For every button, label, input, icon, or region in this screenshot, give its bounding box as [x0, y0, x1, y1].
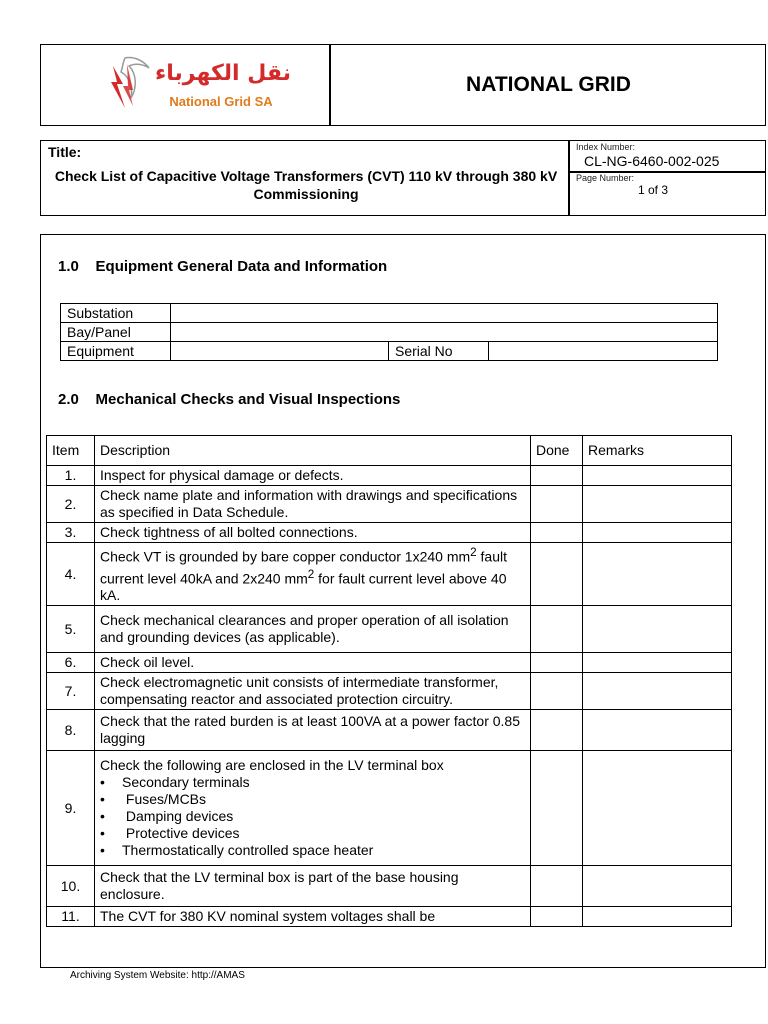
- title-divider: [568, 140, 570, 216]
- section-heading-general-data: 1.0 Equipment General Data and Information: [58, 258, 388, 275]
- bullet-text: Thermostatically controlled space heater: [122, 842, 374, 859]
- done-cell[interactable]: [531, 543, 583, 606]
- col-item-header: Item: [47, 436, 95, 466]
- list-item: [100, 808, 525, 825]
- list-item: [100, 774, 525, 791]
- item-number: 11.: [47, 907, 95, 927]
- done-cell[interactable]: [531, 653, 583, 673]
- bullet-text: Protective devices: [122, 825, 240, 842]
- done-cell[interactable]: [531, 523, 583, 543]
- bullet-text: Secondary terminals: [122, 774, 250, 791]
- done-cell[interactable]: [531, 673, 583, 710]
- desc-part: for fault current level above 40 kA.: [100, 570, 507, 604]
- item-description: Check that the LV terminal box is part of the base housing enclosure.: [95, 866, 531, 907]
- section-heading-mechanical-checks: 2.0 Mechanical Checks and Visual Inspections: [58, 391, 401, 408]
- item-description: [95, 751, 531, 866]
- item-number: 5.: [47, 606, 95, 653]
- document-title: Check List of Capacitive Voltage Transformers (CVT) 110 kV through 380 kV Commissioning: [54, 168, 558, 202]
- item-description: Check tightness of all bolted connections.: [95, 523, 531, 543]
- general-data-table: [60, 303, 718, 361]
- list-item: [100, 825, 525, 842]
- col-description-header: Description: [95, 436, 531, 466]
- table-row: [47, 653, 732, 673]
- item-number: 8.: [47, 710, 95, 751]
- table-row: [47, 710, 732, 751]
- done-cell[interactable]: [531, 751, 583, 866]
- item-number: 2.: [47, 486, 95, 523]
- substation-field[interactable]: [171, 304, 718, 323]
- equipment-label: Equipment: [61, 342, 171, 361]
- item-number: 6.: [47, 653, 95, 673]
- bullet-text: Fuses/MCBs: [122, 791, 207, 808]
- table-row: [47, 466, 732, 486]
- table-row: [47, 751, 732, 866]
- equipment-field[interactable]: [171, 342, 389, 361]
- item-description: Inspect for physical damage or defects.: [95, 466, 531, 486]
- footer-archiving-text: Archiving System Website: http://AMAS: [70, 970, 245, 981]
- logo-mark-icon: [103, 54, 293, 116]
- item-number: 10.: [47, 866, 95, 907]
- col-done-header: Done: [531, 436, 583, 466]
- remarks-cell[interactable]: [583, 466, 732, 486]
- index-number-label: Index Number:: [576, 142, 636, 152]
- remarks-cell[interactable]: [583, 751, 732, 866]
- remarks-cell[interactable]: [583, 673, 732, 710]
- logo-arabic: نقل الكهرباء: [155, 61, 291, 86]
- item-description: [95, 543, 531, 606]
- done-cell[interactable]: [531, 907, 583, 927]
- item-description: Check electromagnetic unit consists of intermediate transformer, compensating reactor and associated protection circuitry.: [95, 673, 531, 710]
- remarks-cell[interactable]: [583, 710, 732, 751]
- serial-no-field[interactable]: [489, 342, 718, 361]
- page-number-value: 1 of 3: [637, 183, 669, 197]
- mechanical-checks-table: [46, 435, 732, 927]
- table-row: [47, 543, 732, 606]
- bullet-list: [100, 774, 525, 859]
- bay-panel-field[interactable]: [171, 323, 718, 342]
- company-title: NATIONAL GRID: [466, 73, 631, 96]
- table-row: [47, 606, 732, 653]
- desc-part: Check VT is grounded by bare copper conductor 1x240 mm: [100, 548, 471, 565]
- title-label: Title:: [48, 144, 82, 160]
- remarks-cell[interactable]: [583, 606, 732, 653]
- item-number: 3.: [47, 523, 95, 543]
- item-description-text: Check the following are enclosed in the LV terminal box: [100, 757, 444, 774]
- table-row: [47, 907, 732, 927]
- item-description: Check oil level.: [95, 653, 531, 673]
- table-row: [61, 342, 718, 361]
- table-header-row: [47, 436, 732, 466]
- desc-part: fault current level 40kA and 2x240 mm: [100, 548, 508, 587]
- list-item: [100, 791, 525, 808]
- remarks-cell[interactable]: [583, 907, 732, 927]
- bay-panel-label: Bay/Panel: [61, 323, 171, 342]
- table-row: [47, 486, 732, 523]
- item-number: 7.: [47, 673, 95, 710]
- index-number-value: CL-NG-6460-002-025: [584, 153, 720, 169]
- item-number: 9.: [47, 751, 95, 866]
- item-description: The CVT for 380 KV nominal system voltages shall be: [95, 907, 531, 927]
- item-number: 4.: [47, 543, 95, 606]
- remarks-cell[interactable]: [583, 866, 732, 907]
- serial-no-label: Serial No: [389, 342, 489, 361]
- item-description: Check name plate and information with drawings and specifications as specified in Data Schedule.: [95, 486, 531, 523]
- superscript: 2: [470, 546, 477, 559]
- item-description: Check that the rated burden is at least 100VA at a power factor 0.85 lagging: [95, 710, 531, 751]
- superscript: 2: [307, 567, 315, 581]
- table-row: [47, 673, 732, 710]
- logo-english: National Grid SA: [169, 94, 273, 109]
- national-grid-logo: [103, 54, 293, 116]
- substation-label: Substation: [61, 304, 171, 323]
- table-row: [47, 866, 732, 907]
- remarks-cell[interactable]: [583, 543, 732, 606]
- done-cell[interactable]: [531, 606, 583, 653]
- done-cell[interactable]: [531, 866, 583, 907]
- bullet-text: Damping devices: [122, 808, 234, 825]
- remarks-cell[interactable]: [583, 523, 732, 543]
- table-row: [61, 304, 718, 323]
- done-cell[interactable]: [531, 710, 583, 751]
- item-description: Check mechanical clearances and proper operation of all isolation and grounding devices (as applicable).: [95, 606, 531, 653]
- remarks-cell[interactable]: [583, 653, 732, 673]
- col-remarks-header: Remarks: [583, 436, 732, 466]
- list-item: [100, 842, 525, 859]
- table-row: [61, 323, 718, 342]
- item-number: 1.: [47, 466, 95, 486]
- table-row: [47, 523, 732, 543]
- done-cell[interactable]: [531, 466, 583, 486]
- done-cell[interactable]: [531, 486, 583, 523]
- page-number-label: Page Number:: [576, 173, 635, 183]
- remarks-cell[interactable]: [583, 486, 732, 523]
